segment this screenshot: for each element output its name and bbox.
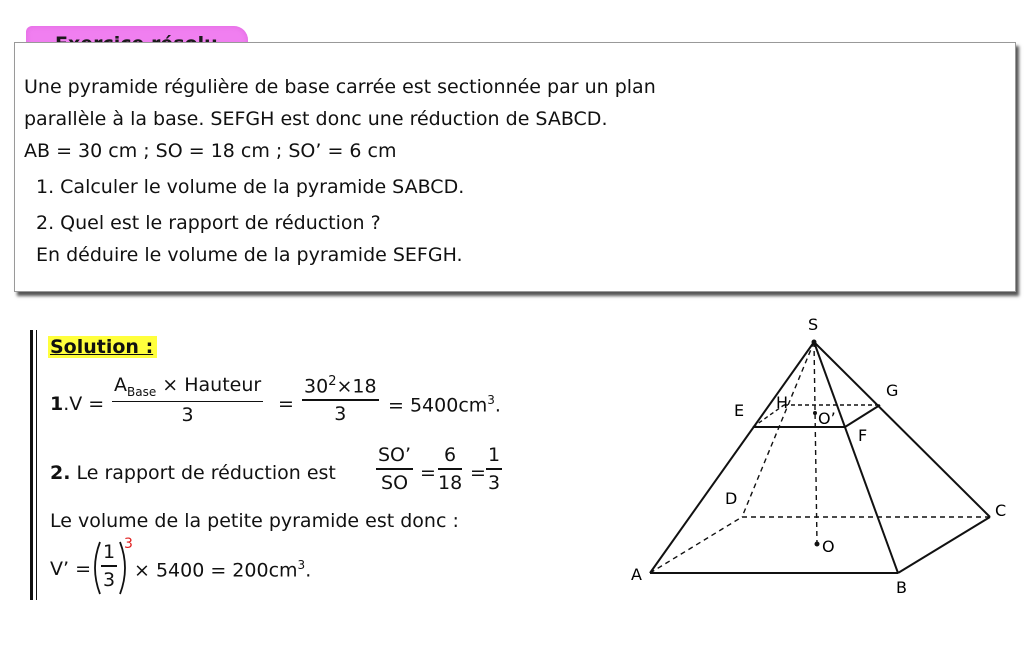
exercise-line-1: Une pyramide régulière de base carrée est sectionnée par un plan <box>24 76 656 98</box>
exercise-line-3: AB = 30 cm ; SO = 18 cm ; SO’ = 6 cm <box>24 140 397 162</box>
edge-sa <box>650 342 814 573</box>
equals-2: = <box>420 462 436 484</box>
label-b: B <box>896 578 907 597</box>
times-18: ×18 <box>336 375 377 398</box>
question-1: 1. Calculer le volume de la pyramide SABCD. <box>36 176 465 198</box>
fraction-volume-formula <box>112 374 263 426</box>
so-prime: SO’ <box>378 444 412 466</box>
equals-3: = <box>470 462 486 484</box>
values-denominator: 3 <box>334 402 347 425</box>
equals-1: = <box>278 393 294 415</box>
solution-bar-thin <box>36 330 37 600</box>
label-o-prime: O’ <box>818 409 836 428</box>
question-2b: En déduire le volume de la pyramide SEFGH. <box>36 244 463 266</box>
edge-sc <box>814 342 990 517</box>
edge-bc <box>898 517 990 573</box>
six: 6 <box>444 444 457 466</box>
question-2: 2. Quel est le rapport de réduction ? <box>36 212 381 234</box>
result-2-dot: . <box>305 559 312 582</box>
three: 3 <box>488 471 501 494</box>
result-1-value: = 5400cm <box>388 394 488 417</box>
formula-denominator: 3 <box>181 404 194 427</box>
thirty: 30 <box>304 375 329 398</box>
step-1-v: .V = <box>63 393 105 415</box>
label-o: O <box>822 537 835 556</box>
times-hauteur: × Hauteur <box>156 374 262 396</box>
solution-bar <box>30 330 33 600</box>
result-2 <box>134 558 311 581</box>
edge-fg <box>845 405 880 427</box>
label-c: C <box>995 501 1007 520</box>
volume-sentence: Le volume de la petite pyramide est donc : <box>50 510 459 532</box>
label-f: F <box>858 426 868 445</box>
exponent-3: 3 <box>124 536 133 552</box>
point-o-prime <box>813 411 817 415</box>
point-o <box>815 542 820 547</box>
one: 1 <box>488 444 501 466</box>
step-2-sentence: Le rapport de réduction est <box>70 462 336 484</box>
so: SO <box>381 471 409 494</box>
a-base: A <box>114 374 127 396</box>
label-e: E <box>734 401 745 420</box>
fraction-volume-values <box>302 374 379 425</box>
result-2-value: × 5400 = 200cm <box>134 559 298 582</box>
result-1-cube: 3 <box>487 393 495 407</box>
one-num: 1 <box>103 541 116 563</box>
label-d: D <box>725 489 738 508</box>
solution-label: Solution : <box>48 336 157 358</box>
three-den: 3 <box>103 568 116 591</box>
step-1-number: 1 <box>50 393 64 415</box>
result-1 <box>388 393 501 416</box>
result-1-dot: . <box>494 394 501 417</box>
squared: 2 <box>328 374 337 389</box>
point-s <box>812 340 817 345</box>
step-2-number: 2. <box>50 462 71 484</box>
eighteen: 18 <box>438 471 463 494</box>
step-2-text <box>50 462 336 484</box>
edge-ad <box>650 517 742 573</box>
label-a: A <box>631 565 642 584</box>
fraction-one-third <box>101 541 117 591</box>
result-2-cube: 3 <box>297 558 306 572</box>
pyramid-figure <box>600 300 1024 610</box>
v-prime-label: V’ = <box>50 558 91 580</box>
height-so <box>814 342 817 544</box>
fraction-1-3 <box>486 444 502 494</box>
label-g: G <box>886 381 899 400</box>
label-h: H <box>776 393 789 412</box>
step-1-prefix <box>50 393 104 415</box>
label-s: S <box>808 315 819 334</box>
fraction-6-18 <box>438 444 462 494</box>
a-base-sub: Base <box>127 384 157 399</box>
fraction-so <box>376 444 413 494</box>
exercise-line-2: parallèle à la base. SEFGH est donc une réduction de SABCD. <box>24 108 608 130</box>
